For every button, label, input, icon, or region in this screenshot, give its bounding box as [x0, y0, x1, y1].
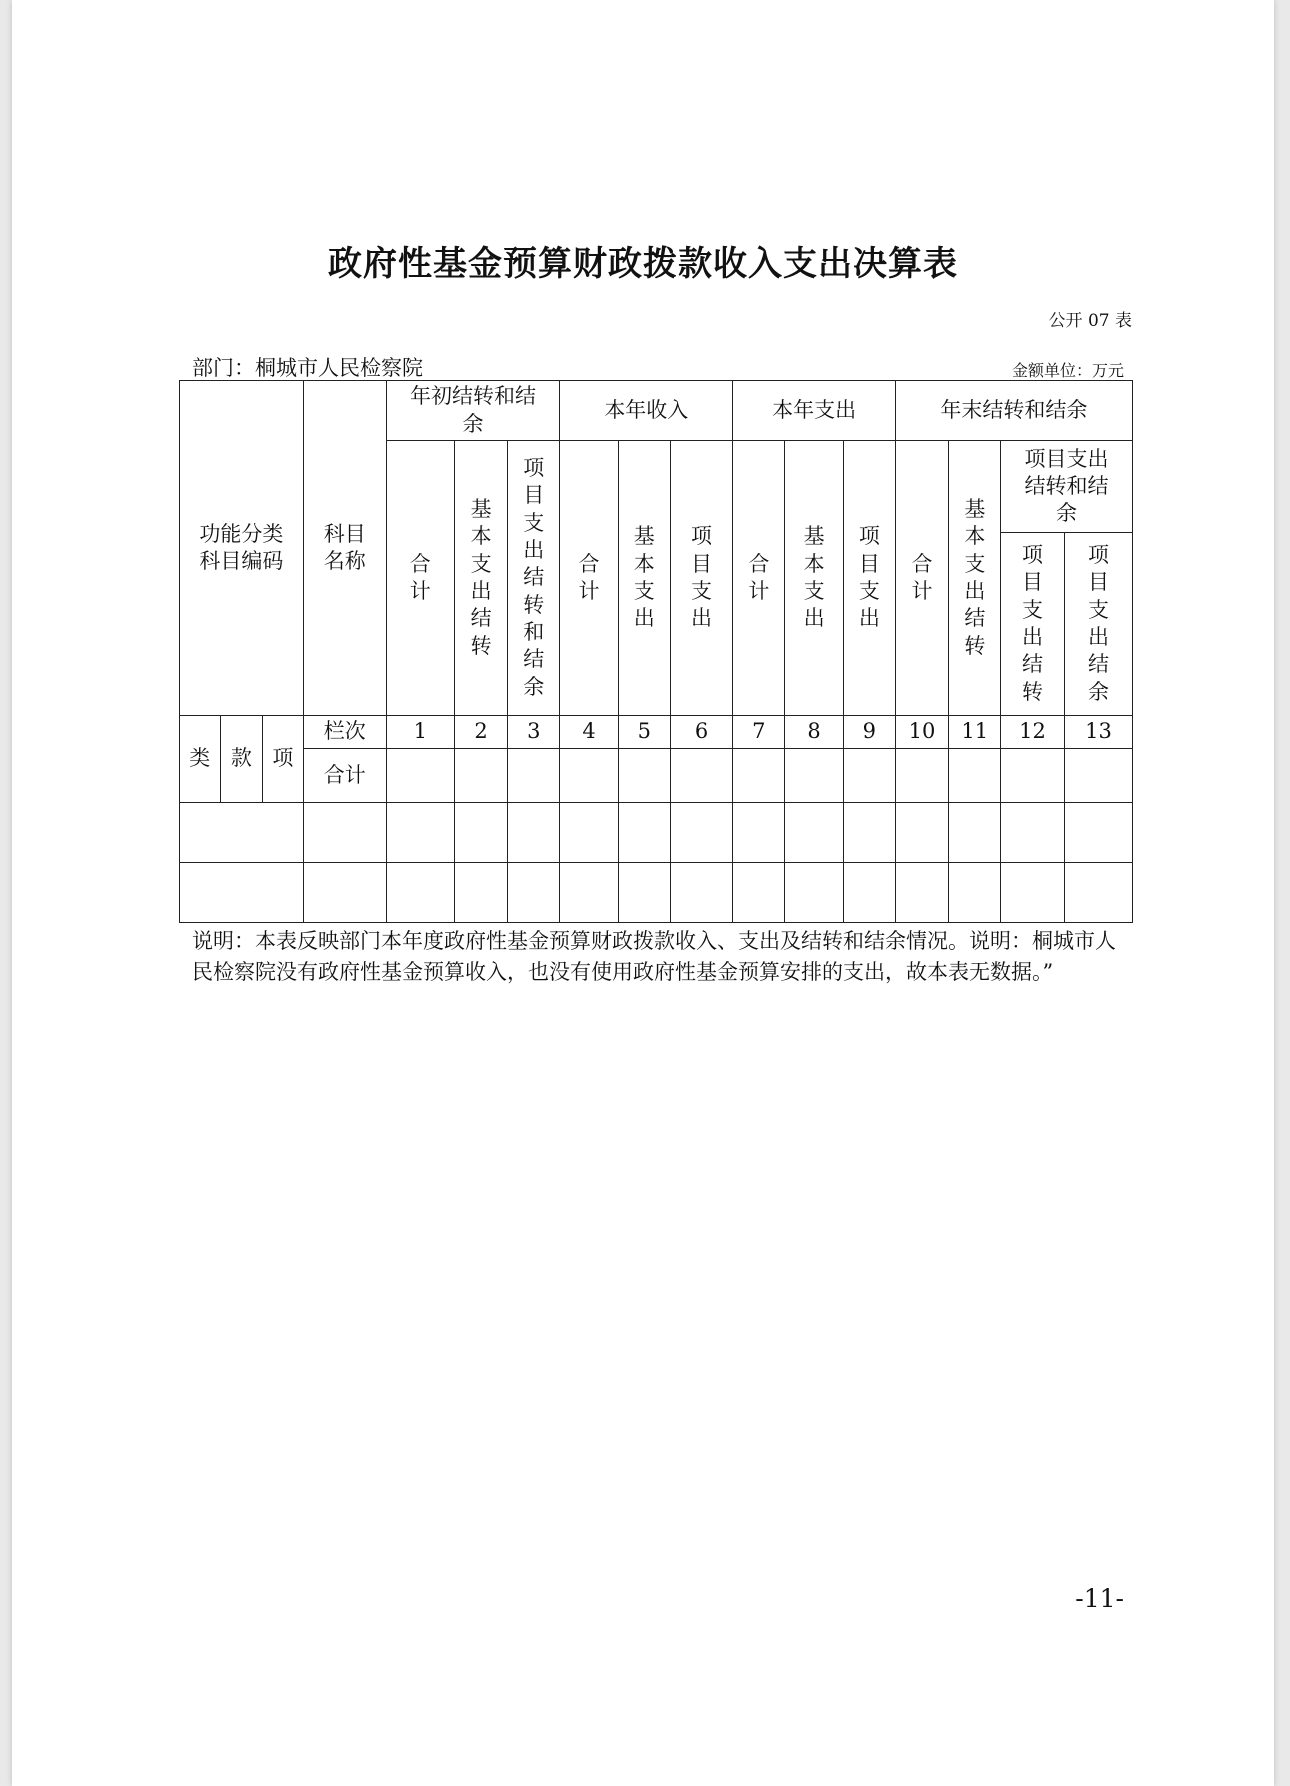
col-number: 5 [618, 716, 670, 749]
table-cell [560, 863, 619, 923]
header-begin-balance: 年初结转和结余 [386, 381, 559, 441]
table-cell [733, 803, 785, 863]
notes-text: 说明：本表反映部门本年度政府性基金预算财政拨款收入、支出及结转和结余情况。说明：桐城市人民检察院没有政府性基金预算收入，也没有使用政府性基金预算安排的支出，故本表无数据。” [192, 929, 1116, 984]
table-cell [1001, 863, 1065, 923]
table-cell [618, 863, 670, 923]
col-income-basic: 基本支出 [618, 441, 670, 716]
header-xiang: 项 [263, 716, 304, 803]
table-cell [670, 749, 733, 803]
col-number: 2 [454, 716, 508, 749]
table-cell [949, 863, 1001, 923]
table-cell [785, 803, 844, 863]
col-begin-basic-carry: 基本支出结转 [454, 441, 508, 716]
table-cell [303, 803, 386, 863]
table-cell [618, 749, 670, 803]
table-cell [303, 863, 386, 923]
col-end-total: 合计 [895, 441, 949, 716]
col-number: 6 [670, 716, 733, 749]
table-cell [785, 749, 844, 803]
col-expense-basic: 基本支出 [785, 441, 844, 716]
table-cell [508, 863, 560, 923]
col-number: 7 [733, 716, 785, 749]
col-number: 1 [386, 716, 454, 749]
table-cell [180, 863, 304, 923]
col-income-total: 合计 [560, 441, 619, 716]
table-row [180, 803, 1133, 863]
col-end-project-balance: 项目支出结余 [1064, 533, 1132, 716]
table-cell [454, 749, 508, 803]
col-end-project-carry: 项目支出结转 [1001, 533, 1065, 716]
table-cell [1001, 749, 1065, 803]
col-number: 3 [508, 716, 560, 749]
unit-label: 金额单位：万元 [1011, 361, 1124, 380]
table-cell [949, 803, 1001, 863]
header-end-project-carry-balance: 项目支出结转和结余 [1001, 441, 1133, 533]
header-func-code: 功能分类科目编码 [180, 381, 304, 716]
table-cell [895, 863, 949, 923]
col-number: 9 [843, 716, 895, 749]
col-number: 11 [949, 716, 1001, 749]
table-cell [508, 749, 560, 803]
table-row [180, 863, 1133, 923]
table-cell [733, 863, 785, 923]
budget-table [179, 380, 1133, 923]
header-lei: 类 [180, 716, 221, 803]
table-cell [895, 749, 949, 803]
table-cell [670, 803, 733, 863]
col-number: 13 [1064, 716, 1132, 749]
table-cell [180, 803, 304, 863]
table-cell [843, 803, 895, 863]
row-total-label: 合计 [303, 749, 386, 803]
table-cell [785, 863, 844, 923]
col-begin-total: 合计 [386, 441, 454, 716]
table-cell [670, 863, 733, 923]
table-cell [1064, 863, 1132, 923]
table-cell [454, 803, 508, 863]
header-year-expense: 本年支出 [733, 381, 895, 441]
col-number: 4 [560, 716, 619, 749]
table-cell [843, 863, 895, 923]
table-cell [454, 863, 508, 923]
table-cell [508, 803, 560, 863]
table-cell [386, 863, 454, 923]
table-cell [1001, 803, 1065, 863]
page-number: -11- [1075, 1584, 1124, 1613]
department-label: 部门：桐城市人民检察院 [192, 356, 423, 380]
table-cell [618, 803, 670, 863]
col-number: 8 [785, 716, 844, 749]
header-year-income: 本年收入 [560, 381, 733, 441]
col-begin-project-carry-balance: 项目支出结转和结余 [508, 441, 560, 716]
table-cell [560, 749, 619, 803]
table-cell [386, 749, 454, 803]
col-end-basic-carry: 基本支出结转 [949, 441, 1001, 716]
table-cell [560, 803, 619, 863]
header-subject-name: 科目名称 [303, 381, 386, 716]
table-cell [733, 749, 785, 803]
col-expense-total: 合计 [733, 441, 785, 716]
document-page [12, 0, 1274, 1786]
header-end-balance: 年末结转和结余 [895, 381, 1132, 441]
page-title: 政府性基金预算财政拨款收入支出决算表 [328, 244, 958, 284]
header-kuan: 款 [220, 716, 263, 803]
col-expense-project: 项目支出 [843, 441, 895, 716]
table-cell [843, 749, 895, 803]
table-cell [949, 749, 1001, 803]
col-number: 12 [1001, 716, 1065, 749]
row-column-index-label: 栏次 [303, 716, 386, 749]
table-code: 公开 07 表 [1048, 311, 1132, 331]
table-cell [1064, 803, 1132, 863]
table-cell [895, 803, 949, 863]
col-number: 10 [895, 716, 949, 749]
col-income-project: 项目支出 [670, 441, 733, 716]
table-cell [1064, 749, 1132, 803]
table-cell [386, 803, 454, 863]
